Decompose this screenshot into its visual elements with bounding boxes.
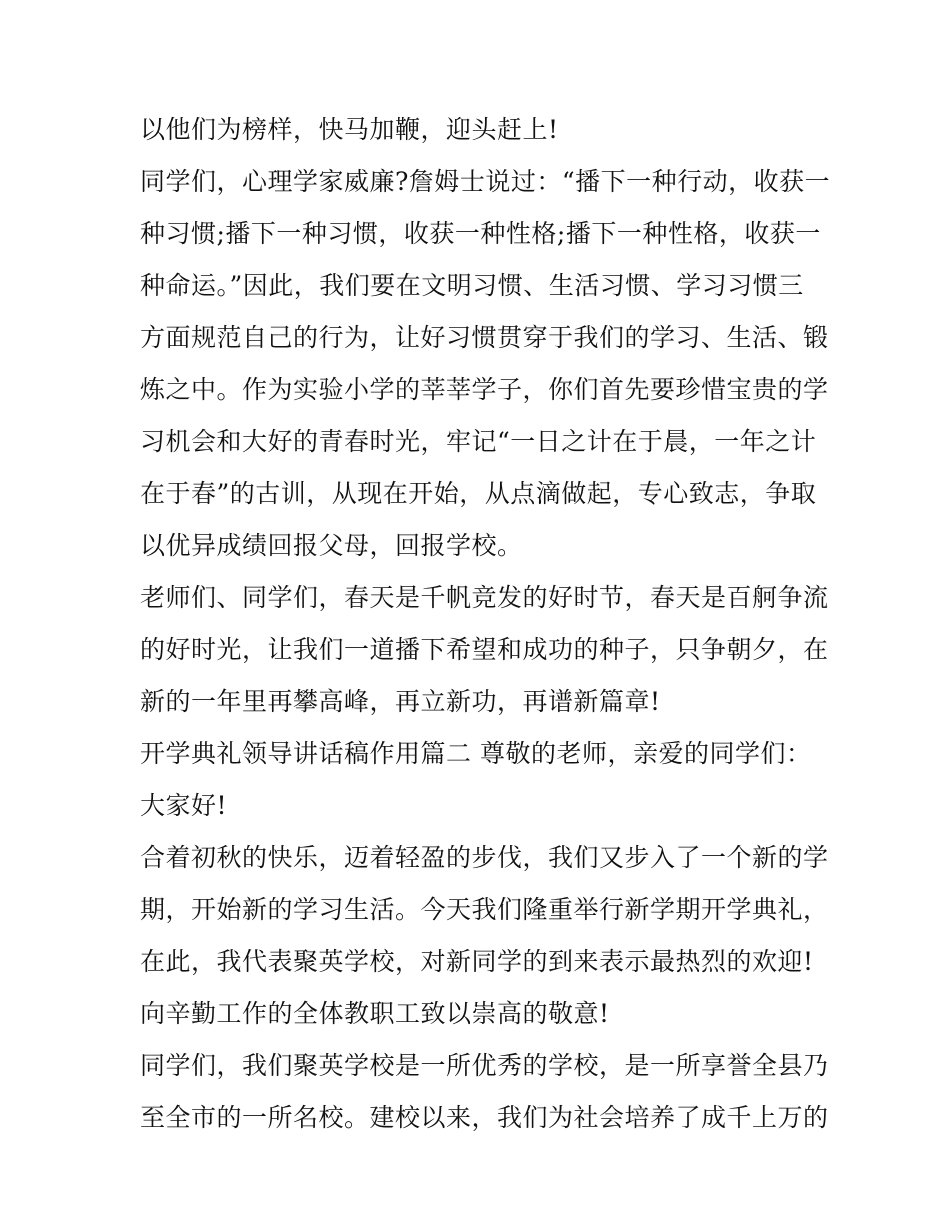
text-line: 方面规范自己的行为，让好习惯贯穿于我们的学习、生活、锻 xyxy=(140,323,829,352)
text-line: 同学们，心理学家威廉?詹姆士说过：“播下一种行动，收获一 xyxy=(140,167,831,196)
text-line: 合着初秋的快乐，迈着轻盈的步伐，我们又步入了一个新的学 xyxy=(140,843,829,872)
text-line: 在于春”的古训，从现在开始，从点滴做起，专心致志，争取 xyxy=(140,479,817,508)
text-line: 种命运。”因此，我们要在文明习惯、生活习惯、学习习惯三 xyxy=(140,271,804,300)
text-line: 以优异成绩回报父母，回报学校。 xyxy=(140,531,523,560)
text-line: 至全市的一所名校。建校以来，我们为社会培养了成千上万的 xyxy=(140,1103,829,1132)
document-body xyxy=(140,104,831,1144)
text-line: 老师们、同学们，春天是千帆竞发的好时节，春天是百舸争流 xyxy=(140,583,829,612)
text-line: 习机会和大好的青春时光，牢记“一日之计在于晨，一年之计 xyxy=(140,427,817,456)
text-line: 在此，我代表聚英学校，对新同学的到来表示最热烈的欢迎! xyxy=(140,947,814,976)
text-line: 以他们为榜样，快马加鞭，迎头赶上! xyxy=(140,115,559,144)
text-line: 的好时光，让我们一道播下希望和成功的种子，只争朝夕，在 xyxy=(140,635,829,664)
text-line: 向辛勤工作的全体教职工致以崇高的敬意! xyxy=(140,999,610,1028)
text-line: 期，开始新的学习生活。今天我们隆重举行新学期开学典礼， xyxy=(140,895,829,924)
text-line: 炼之中。作为实验小学的莘莘学子，你们首先要珍惜宝贵的学 xyxy=(140,375,829,404)
greeting-line: 大家好! xyxy=(140,791,228,820)
text-line: 新的一年里再攀高峰，再立新功，再谱新篇章! xyxy=(140,687,661,716)
section-heading: 开学典礼领导讲话稿作用篇二 尊敬的老师，亲爱的同学们： xyxy=(140,739,812,768)
text-line: 同学们，我们聚英学校是一所优秀的学校，是一所享誉全县乃 xyxy=(140,1051,829,1080)
text-line: 种习惯;播下一种习惯，收获一种性格;播下一种性格，收获一 xyxy=(140,219,821,248)
